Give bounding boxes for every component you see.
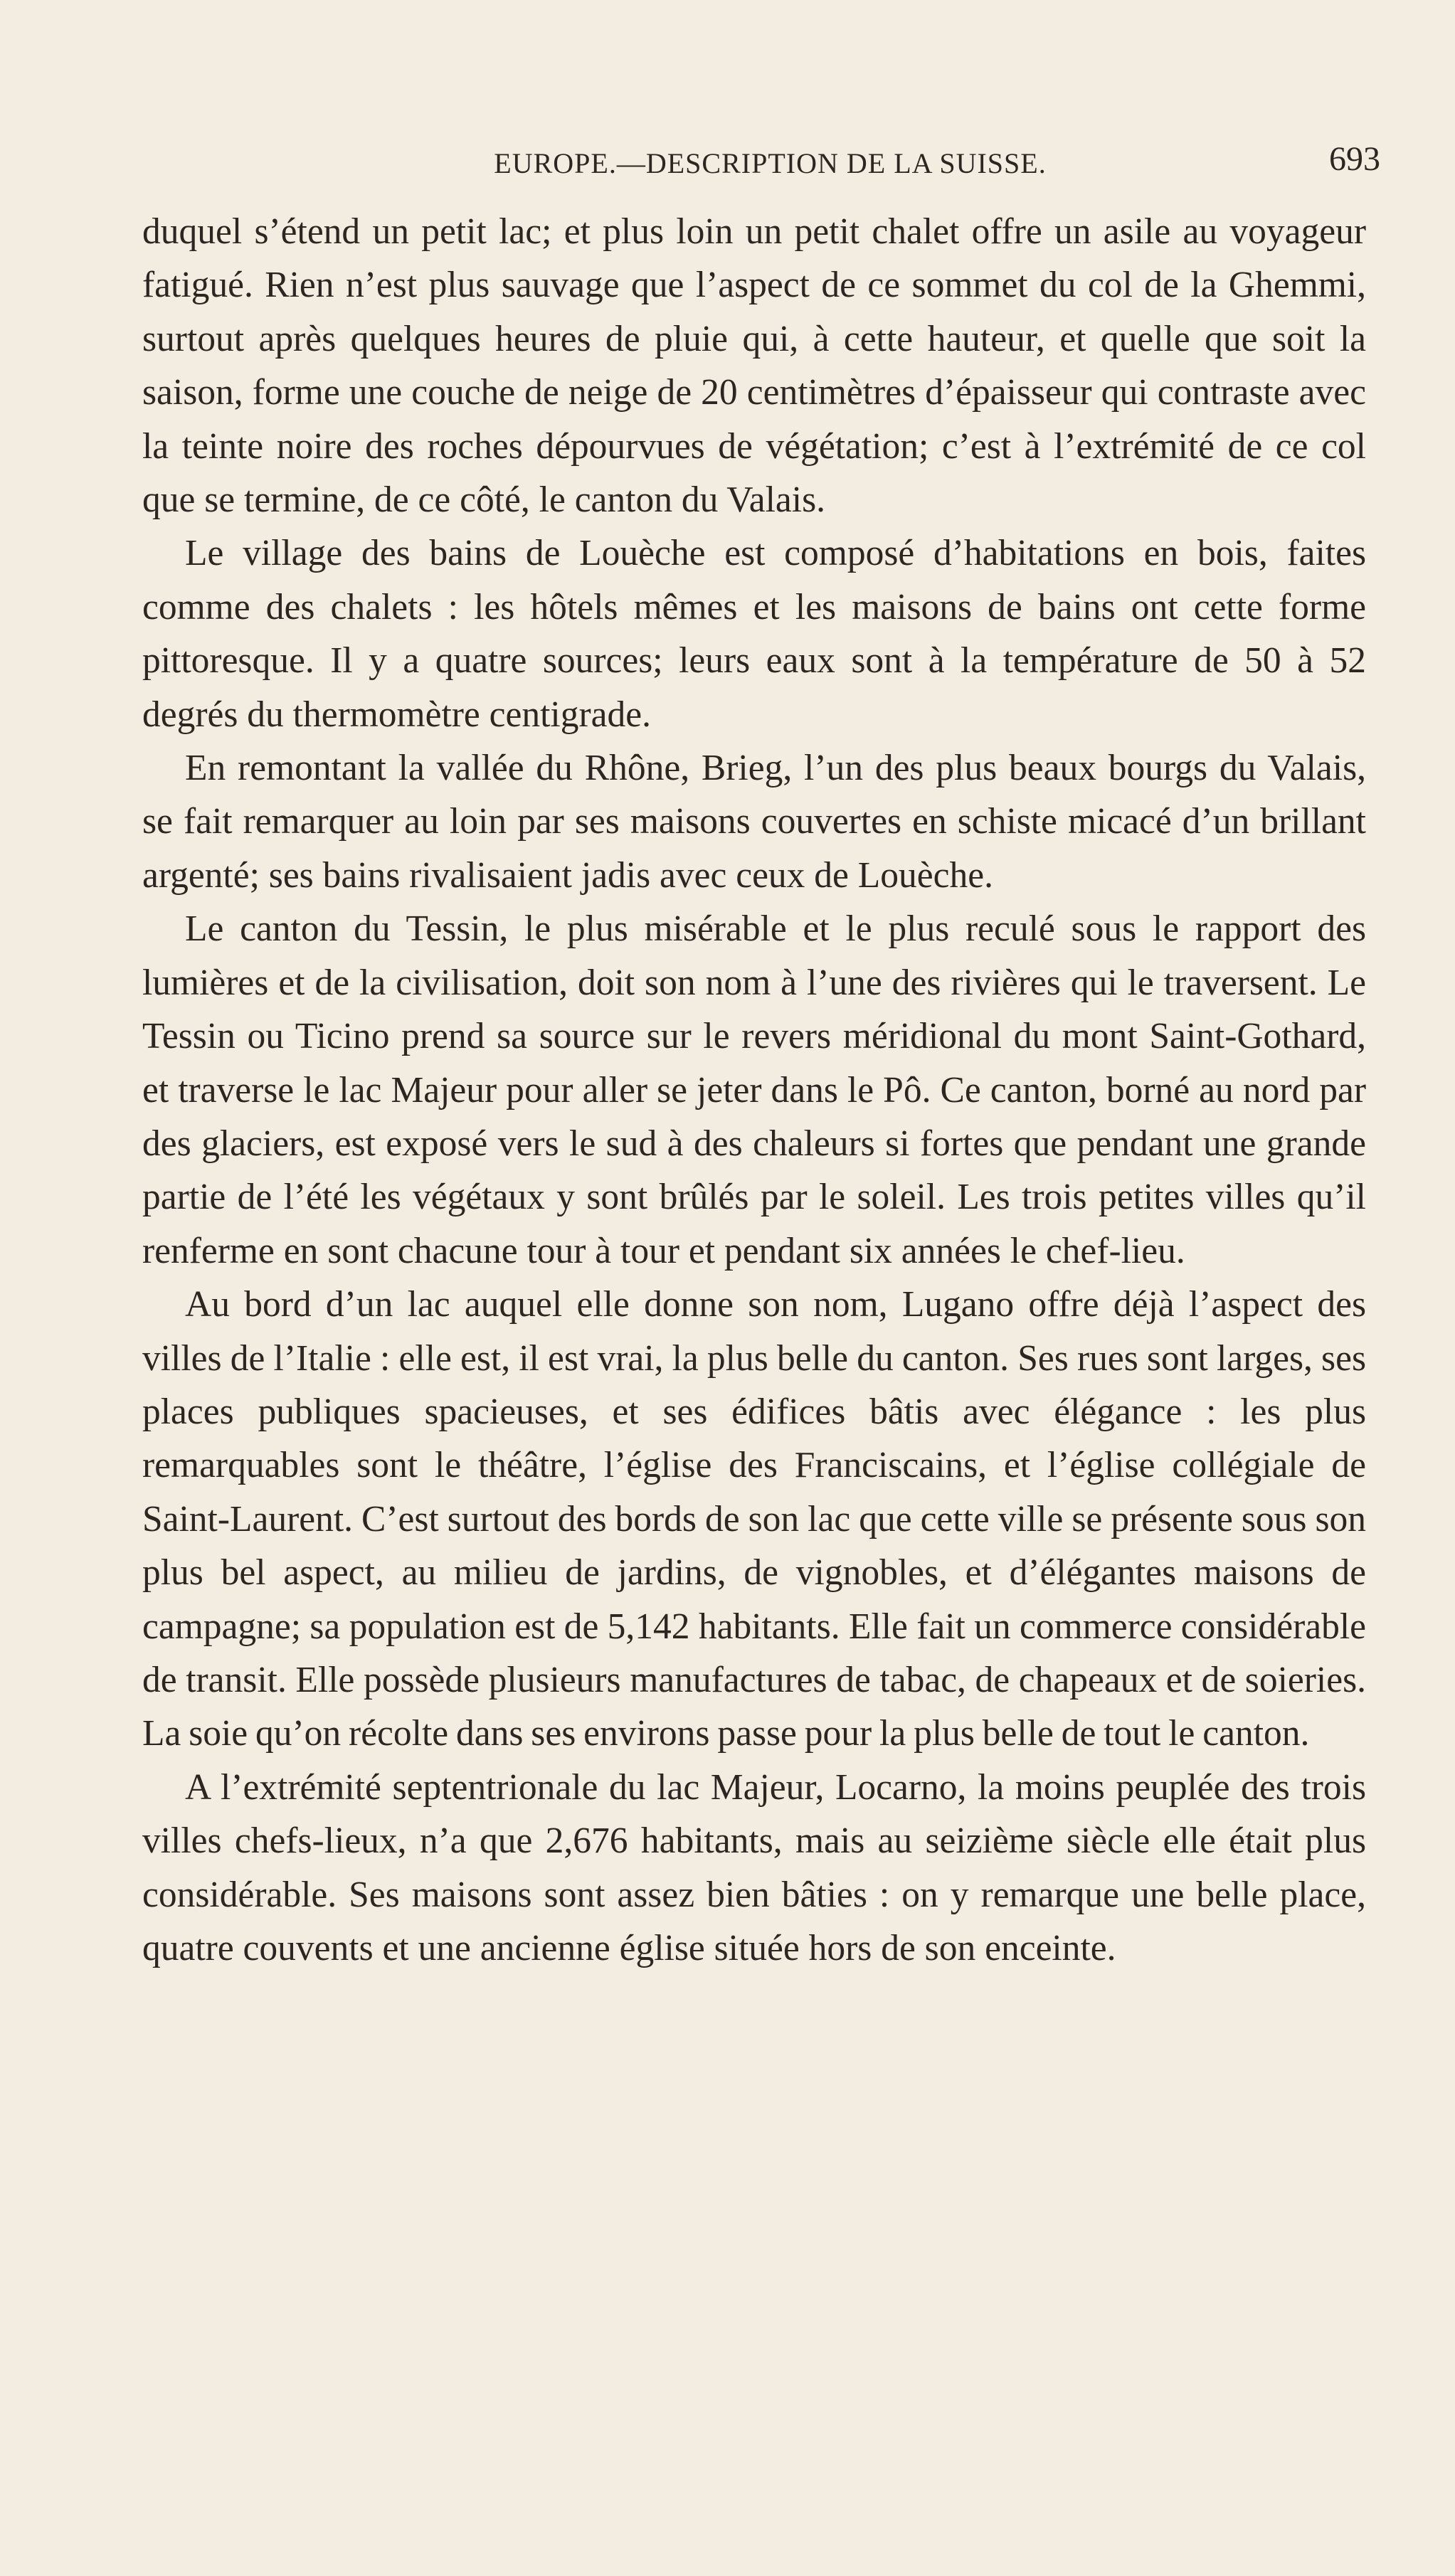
paragraph-lugano: Au bord d’un lac auquel elle donne son nom, Lugano offre déjà l’aspect des villes de l’Italie : elle est, il est vrai, la plus belle du canton. Ses rues sont larges, ses places publiques spacieuses, et ses édifices bâtis avec élégance : les plus remarquables sont le théâtre, l’église des Franciscains, et l’église collégiale de Saint-Laurent. C’est surtout des bords de son lac que cette ville se présente sous son plus bel aspect, au milieu de jardins, de vignobles, et d’élégantes maisons de campagne; sa population est de 5,142 habitants. Elle fait un commerce considérable de transit. Elle possède plusieurs manufactures de tabac, de chapeaux et de soieries. La soie qu’on récolte dans ses environs passe pour la plus belle de tout le canton. <box>142 1284 1366 1754</box>
paragraph-tessin: Le canton du Tessin, le plus misérable et le plus reculé sous le rapport des lumières et de la civilisation, doit son nom à l’une des rivières qui le traversent. Le Tessin ou Ticino prend sa source sur le revers méridional du mont Saint-Gothard, et traverse le lac Majeur pour aller se jeter dans le Pô. Ce canton, borné au nord par des glaciers, est exposé vers le sud à des chaleurs si fortes que pendant une grande partie de l’été les végétaux y sont brûlés par le soleil. Les trois petites villes qu’il renferme en sont chacune tour à tour et pendant six années le chef-lieu. <box>142 908 1366 1271</box>
paragraph-locarno: A l’extrémité septentrionale du lac Majeur, Locarno, la moins peuplée des trois villes chefs-lieux, n’a que 2,676 habitants, mais au seizième siècle elle était plus considérable. Ses maisons sont assez bien bâties : on y remarque une belle place, quatre couvents et une ancienne église située hors de son enceinte. <box>142 1766 1366 1968</box>
paragraph-loueche: Le village des bains de Louèche est composé d’habitations en bois, faites comme des chalets : les hôtels mêmes et les maisons de bains ont cette forme pittoresque. Il y a quatre sources; leurs eaux sont à la température de 50 à 52 degrés du thermomètre centigrade. <box>142 533 1366 735</box>
running-title: EUROPE.—DESCRIPTION DE LA SUISSE. <box>494 147 1047 179</box>
page-header <box>146 142 1380 185</box>
page-number: 693 <box>1329 140 1380 178</box>
paragraph-brieg: En remontant la vallée du Rhône, Brieg, l’un des plus beaux bourgs du Valais, se fait remarquer au loin par ses maisons couvertes en schiste micacé d’un brillant argenté; ses bains rivalisaient jadis avec ceux de Louèche. <box>142 748 1366 896</box>
paragraph-ghemmi: duquel s’étend un petit lac; et plus loin un petit chalet offre un asile au voyageur fatigué. Rien n’est plus sauvage que l’aspect de ce sommet du col de la Ghemmi, surtout après quelques heures de pluie qui, à cette hauteur, et quelle que soit la saison, forme une couche de neige de 20 centimètres d’épaisseur qui contraste avec la teinte noire des roches dépourvues de végétation; c’est à l’extrémité de ce col que se termine, de ce côté, le canton du Valais. <box>142 211 1366 521</box>
body-text <box>142 205 1366 1975</box>
